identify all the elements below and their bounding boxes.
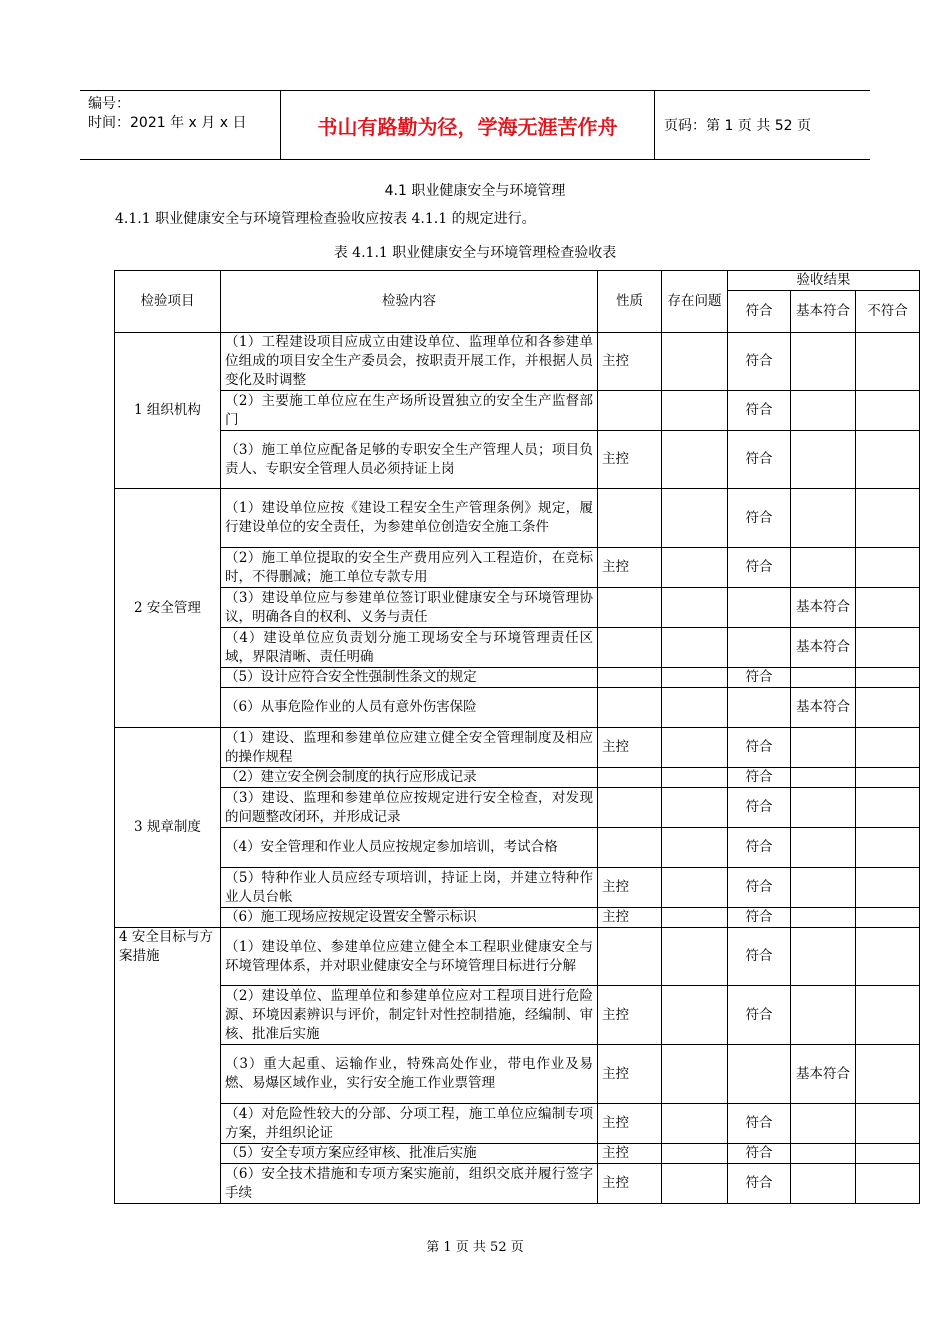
table-row xyxy=(115,788,920,828)
header-issue: 存在问题 xyxy=(662,271,728,333)
basic-cell xyxy=(791,489,856,548)
table-row xyxy=(115,1144,920,1164)
nature-cell: 主控 xyxy=(598,431,662,489)
nature-cell xyxy=(598,588,662,628)
pass-cell: 符合 xyxy=(728,668,791,688)
issue-cell xyxy=(662,986,728,1045)
basic-cell xyxy=(791,431,856,489)
table-row xyxy=(115,868,920,908)
table-row xyxy=(115,431,920,489)
nature-cell: 主控 xyxy=(598,868,662,908)
header-nature: 性质 xyxy=(598,271,662,333)
content-cell: （2）建设单位、监理单位和参建单位应对工程项目进行危险源、环境因素辨识与评价，制定针对性控制措施，经编制、审核、批准后实施 xyxy=(221,986,598,1045)
content-cell: （3）施工单位应配备足够的专职安全生产管理人员；项目负责人、专职安全管理人员必须持证上岗 xyxy=(221,431,598,489)
nature-cell: 主控 xyxy=(598,333,662,391)
issue-cell xyxy=(662,908,728,928)
pass-cell: 符合 xyxy=(728,489,791,548)
basic-cell xyxy=(791,828,856,868)
pass-cell: 符合 xyxy=(728,788,791,828)
pass-cell: 符合 xyxy=(728,391,791,431)
header-meta xyxy=(80,91,280,159)
fail-cell xyxy=(856,1045,920,1104)
fail-cell xyxy=(856,728,920,768)
header-pass: 符合 xyxy=(728,291,791,333)
pass-cell: 符合 xyxy=(728,986,791,1045)
issue-cell xyxy=(662,1104,728,1144)
fail-cell xyxy=(856,768,920,788)
time-label: 时间：2021 年 x 月 x 日 xyxy=(88,115,247,131)
nature-cell: 主控 xyxy=(598,1104,662,1144)
nature-cell xyxy=(598,668,662,688)
content-cell: （6）从事危险作业的人员有意外伤害保险 xyxy=(221,688,598,728)
fail-cell xyxy=(856,588,920,628)
pass-cell: 符合 xyxy=(728,828,791,868)
table-row xyxy=(115,908,920,928)
pass-cell: 符合 xyxy=(728,868,791,908)
basic-cell xyxy=(791,928,856,986)
table-row xyxy=(115,828,920,868)
header-fail: 不符合 xyxy=(856,291,920,333)
basic-cell xyxy=(791,728,856,768)
fail-cell xyxy=(856,688,920,728)
pass-cell: 符合 xyxy=(728,548,791,588)
basic-cell xyxy=(791,333,856,391)
nature-cell xyxy=(598,628,662,668)
basic-cell xyxy=(791,986,856,1045)
table-row xyxy=(115,768,920,788)
page-header xyxy=(80,90,870,160)
content-cell: （3）重大起重、运输作业，特殊高处作业，带电作业及易燃、易爆区域作业，实行安全施工作业票管理 xyxy=(221,1045,598,1104)
header-content: 检验内容 xyxy=(221,271,598,333)
fail-cell xyxy=(856,828,920,868)
content-cell: （2）主要施工单位应在生产场所设置独立的安全生产监督部门 xyxy=(221,391,598,431)
basic-cell xyxy=(791,788,856,828)
pass-cell: 符合 xyxy=(728,1144,791,1164)
table-row xyxy=(115,688,920,728)
fail-cell xyxy=(856,1164,920,1204)
table-row xyxy=(115,333,920,391)
content-cell: （3）建设、监理和参建单位应按规定进行安全检查，对发现的问题整改闭环，并形成记录 xyxy=(221,788,598,828)
nature-cell xyxy=(598,768,662,788)
nature-cell xyxy=(598,828,662,868)
issue-cell xyxy=(662,688,728,728)
nature-cell: 主控 xyxy=(598,1164,662,1204)
page-info: 页码：第 1 页 共 52 页 xyxy=(664,118,811,134)
issue-cell xyxy=(662,333,728,391)
content-cell: （5）设计应符合安全性强制性条文的规定 xyxy=(221,668,598,688)
fail-cell xyxy=(856,986,920,1045)
issue-cell xyxy=(662,628,728,668)
content-cell: （1）建设、监理和参建单位应建立健全安全管理制度及相应的操作规程 xyxy=(221,728,598,768)
fail-cell xyxy=(856,391,920,431)
pass-cell xyxy=(728,628,791,668)
issue-cell xyxy=(662,548,728,588)
nature-cell xyxy=(598,928,662,986)
content-cell: （6）安全技术措施和专项方案实施前，组织交底并履行签字手续 xyxy=(221,1164,598,1204)
issue-cell xyxy=(662,768,728,788)
issue-cell xyxy=(662,728,728,768)
pass-cell: 符合 xyxy=(728,333,791,391)
table-row xyxy=(115,489,920,548)
table-row xyxy=(115,548,920,588)
fail-cell xyxy=(856,489,920,548)
inspection-table xyxy=(114,270,920,1204)
pass-cell xyxy=(728,1045,791,1104)
issue-cell xyxy=(662,431,728,489)
nature-cell: 主控 xyxy=(598,1045,662,1104)
section-title: 4.1 职业健康安全与环境管理 xyxy=(384,183,566,199)
table-body xyxy=(115,333,920,1204)
table-row xyxy=(115,391,920,431)
basic-cell xyxy=(791,1104,856,1144)
fail-cell xyxy=(856,548,920,588)
issue-cell xyxy=(662,788,728,828)
table-row xyxy=(115,986,920,1045)
pass-cell: 符合 xyxy=(728,928,791,986)
nature-cell: 主控 xyxy=(598,728,662,768)
issue-cell xyxy=(662,588,728,628)
intro-paragraph: 4.1.1 职业健康安全与环境管理检查验收应按表 4.1.1 的规定进行。 xyxy=(115,211,536,227)
fail-cell xyxy=(856,1104,920,1144)
table-row xyxy=(115,728,920,768)
basic-cell: 基本符合 xyxy=(791,1045,856,1104)
pass-cell: 符合 xyxy=(728,908,791,928)
pass-cell: 符合 xyxy=(728,768,791,788)
nature-cell: 主控 xyxy=(598,548,662,588)
table-row xyxy=(115,1104,920,1144)
pass-cell: 符合 xyxy=(728,431,791,489)
motto: 书山有路勤为径，学海无涯苦作舟 xyxy=(280,91,655,159)
nature-cell: 主控 xyxy=(598,908,662,928)
content-cell: （4）安全管理和作业人员应按规定参加培训，考试合格 xyxy=(221,828,598,868)
content-cell: （3）建设单位应与参建单位签订职业健康安全与环境管理协议，明确各自的权利、义务与责任 xyxy=(221,588,598,628)
content-cell: （4）建设单位应负责划分施工现场安全与环境管理责任区域，界限清晰、责任明确 xyxy=(221,628,598,668)
content-cell: （2）建立安全例会制度的执行应形成记录 xyxy=(221,768,598,788)
nature-cell: 主控 xyxy=(598,1144,662,1164)
header-result: 验收结果 xyxy=(728,271,920,291)
nature-cell: 主控 xyxy=(598,986,662,1045)
basic-cell xyxy=(791,1164,856,1204)
content-cell: （1）建设单位应按《建设工程安全生产管理条例》规定，履行建设单位的安全责任，为参建单位创造安全施工条件 xyxy=(221,489,598,548)
fail-cell xyxy=(856,668,920,688)
pass-cell: 符合 xyxy=(728,1104,791,1144)
table-row xyxy=(115,668,920,688)
nature-cell xyxy=(598,788,662,828)
issue-cell xyxy=(662,928,728,986)
basic-cell xyxy=(791,768,856,788)
fail-cell xyxy=(856,628,920,668)
content-cell: （5）特种作业人员应经专项培训，持证上岗，并建立特种作业人员台帐 xyxy=(221,868,598,908)
fail-cell xyxy=(856,868,920,908)
fail-cell xyxy=(856,1144,920,1164)
header-item: 检验项目 xyxy=(115,271,221,333)
table-title: 表 4.1.1 职业健康安全与环境管理检查验收表 xyxy=(333,245,617,261)
pass-cell xyxy=(728,688,791,728)
content-cell: （4）对危险性较大的分部、分项工程，施工单位应编制专项方案，并组织论证 xyxy=(221,1104,598,1144)
basic-cell: 基本符合 xyxy=(791,588,856,628)
issue-cell xyxy=(662,868,728,908)
nature-cell xyxy=(598,688,662,728)
group-name: 3 规章制度 xyxy=(115,728,221,928)
pass-cell xyxy=(728,588,791,628)
group-name: 2 安全管理 xyxy=(115,489,221,728)
fail-cell xyxy=(856,431,920,489)
fail-cell xyxy=(856,333,920,391)
nature-cell xyxy=(598,489,662,548)
basic-cell xyxy=(791,908,856,928)
basic-cell: 基本符合 xyxy=(791,628,856,668)
content-cell: （2）施工单位提取的安全生产费用应列入工程造价，在竞标时，不得删减；施工单位专款专用 xyxy=(221,548,598,588)
basic-cell xyxy=(791,668,856,688)
table-row xyxy=(115,588,920,628)
issue-cell xyxy=(662,828,728,868)
group-name: 1 组织机构 xyxy=(115,333,221,489)
pass-cell: 符合 xyxy=(728,1164,791,1204)
table-row xyxy=(115,928,920,986)
number-label: 编号： xyxy=(88,96,130,112)
issue-cell xyxy=(662,1045,728,1104)
basic-cell xyxy=(791,548,856,588)
content-cell: （1）建设单位、参建单位应建立健全本工程职业健康安全与环境管理体系，并对职业健康安全与环境管理目标进行分解 xyxy=(221,928,598,986)
issue-cell xyxy=(662,391,728,431)
issue-cell xyxy=(662,489,728,548)
issue-cell xyxy=(662,668,728,688)
fail-cell xyxy=(856,908,920,928)
table-row xyxy=(115,628,920,668)
header-basic: 基本符合 xyxy=(791,291,856,333)
table-row xyxy=(115,1045,920,1104)
page-footer: 第 1 页 共 52 页 xyxy=(426,1240,524,1255)
issue-cell xyxy=(662,1164,728,1204)
basic-cell: 基本符合 xyxy=(791,688,856,728)
fail-cell xyxy=(856,928,920,986)
content-cell: （6）施工现场应按规定设置安全警示标识 xyxy=(221,908,598,928)
group-name: 4 安全目标与方案措施 xyxy=(115,928,221,1204)
basic-cell xyxy=(791,1144,856,1164)
table-row xyxy=(115,1164,920,1204)
fail-cell xyxy=(856,788,920,828)
content-cell: （5）安全专项方案应经审核、批准后实施 xyxy=(221,1144,598,1164)
issue-cell xyxy=(662,1144,728,1164)
pass-cell: 符合 xyxy=(728,728,791,768)
basic-cell xyxy=(791,868,856,908)
nature-cell xyxy=(598,391,662,431)
content-cell: （1）工程建设项目应成立由建设单位、监理单位和各参建单位组成的项目安全生产委员会，按职责开展工作，并根据人员变化及时调整 xyxy=(221,333,598,391)
basic-cell xyxy=(791,391,856,431)
